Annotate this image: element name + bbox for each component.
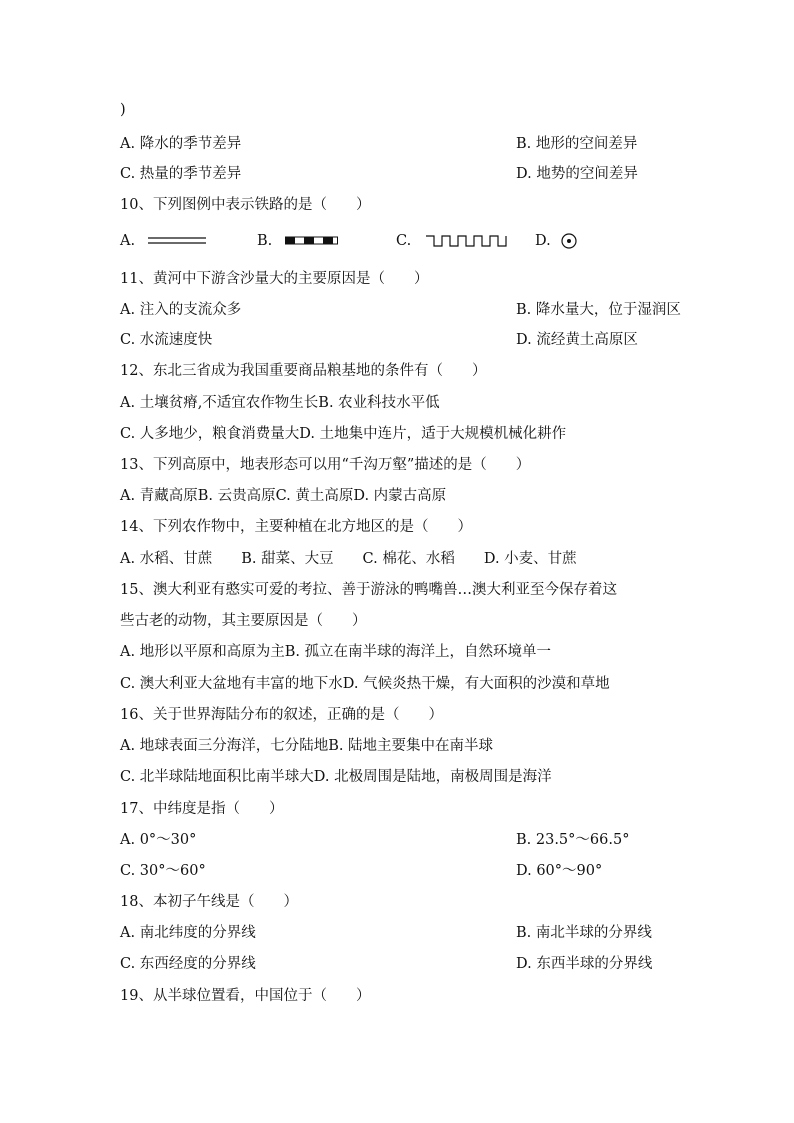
q11-option-row-2 [120,330,638,350]
q12-options-cd: C. 人多地少，粮食消费量大D. 土地集中连片，适于大规模机械化耕作 [120,426,567,442]
q9-option-row-1 [120,134,638,154]
q13-options: A. 青藏高原B. 云贵高原C. 黄土高原D. 内蒙古高原 [120,488,447,504]
q13-stem: 13、下列高原中，地表形态可以用“千沟万壑”描述的是（ ） [120,457,531,473]
q16-stem: 16、关于世界海陆分布的叙述，正确的是（ ） [120,707,443,723]
q17-stem: 17、中纬度是指（ ） [120,801,284,817]
q17-option-c: C. 30°～60° [120,863,206,879]
q18-option-b: B. 南北半球的分界线 [516,925,652,941]
continuation-paren: ) [120,102,126,118]
q11-option-b: B. 降水量大，位于湿润区 [516,302,681,318]
q18-stem: 18、本初子午线是（ ） [120,894,298,910]
double-line-symbol-icon [148,235,208,247]
q17-option-a: A. 0°～30° [120,832,197,848]
q15-stem-line-1: 15、澳大利亚有憨实可爱的考拉、善于游泳的鸭嘴兽…澳大利亚至今保存着这 [120,582,617,598]
q17-option-b: B. 23.5°～66.5° [516,832,630,848]
q17-option-row-2 [120,861,603,881]
q11-stem: 11、黄河中下游含沙量大的主要原因是（ ） [120,271,429,287]
q15-options-ab: A. 地形以平原和高原为主B. 孤立在南半球的海洋上，自然环境单一 [120,644,552,660]
square-wave-symbol-icon [426,234,510,248]
q18-option-row-2 [120,954,653,974]
q11-option-row-1 [120,300,681,320]
q9-option-c: C. 热量的季节差异 [120,166,242,182]
q9-option-a: A. 降水的季节差异 [120,136,242,152]
q11-option-c: C. 水流速度快 [120,332,213,348]
q10-options [120,231,551,251]
q10-option-d-label: D. [535,233,551,249]
q10-stem: 10、下列图例中表示铁路的是（ ） [120,197,371,213]
q10-option-a-label: A. [120,233,136,249]
circle-dot-symbol-icon [560,232,578,250]
q10-option-c-label: C. [396,233,412,249]
q12-options-ab: A. 土壤贫瘠,不适宜农作物生长B. 农业科技水平低 [120,395,440,411]
q12-stem: 12、东北三省成为我国重要商品粮基地的条件有（ ） [120,363,487,379]
q18-option-row-1 [120,923,652,943]
q11-option-d: D. 流经黄土高原区 [516,332,638,348]
q18-option-a: A. 南北纬度的分界线 [120,925,256,941]
q19-stem: 19、从半球位置看，中国位于（ ） [120,988,371,1004]
q17-option-row-1 [120,830,630,850]
q10-option-b-label: B. [257,233,273,249]
q9-option-b: B. 地形的空间差异 [516,136,638,152]
q16-options-ab: A. 地球表面三分海洋，七分陆地B. 陆地主要集中在南半球 [120,738,494,754]
railway-symbol-icon [285,235,339,247]
q17-option-d: D. 60°～90° [516,863,603,879]
q14-options: A. 水稻、甘蔗 B. 甜菜、大豆 C. 棉花、水稻 D. 小麦、甘蔗 [120,551,577,567]
q16-options-cd: C. 北半球陆地面积比南半球大D. 北极周围是陆地，南极周围是海洋 [120,769,552,785]
q9-option-d: D. 地势的空间差异 [516,166,638,182]
q18-option-c: C. 东西经度的分界线 [120,956,256,972]
q11-option-a: A. 注入的支流众多 [120,302,242,318]
q15-options-cd: C. 澳大利亚大盆地有丰富的地下水D. 气候炎热干燥，有大面积的沙漠和草地 [120,676,610,692]
q18-option-d: D. 东西半球的分界线 [516,956,653,972]
q15-stem-line-2: 些古老的动物，其主要原因是（ ） [120,613,367,629]
q14-stem: 14、下列农作物中，主要种植在北方地区的是（ ） [120,519,472,535]
q9-option-row-2 [120,164,638,184]
